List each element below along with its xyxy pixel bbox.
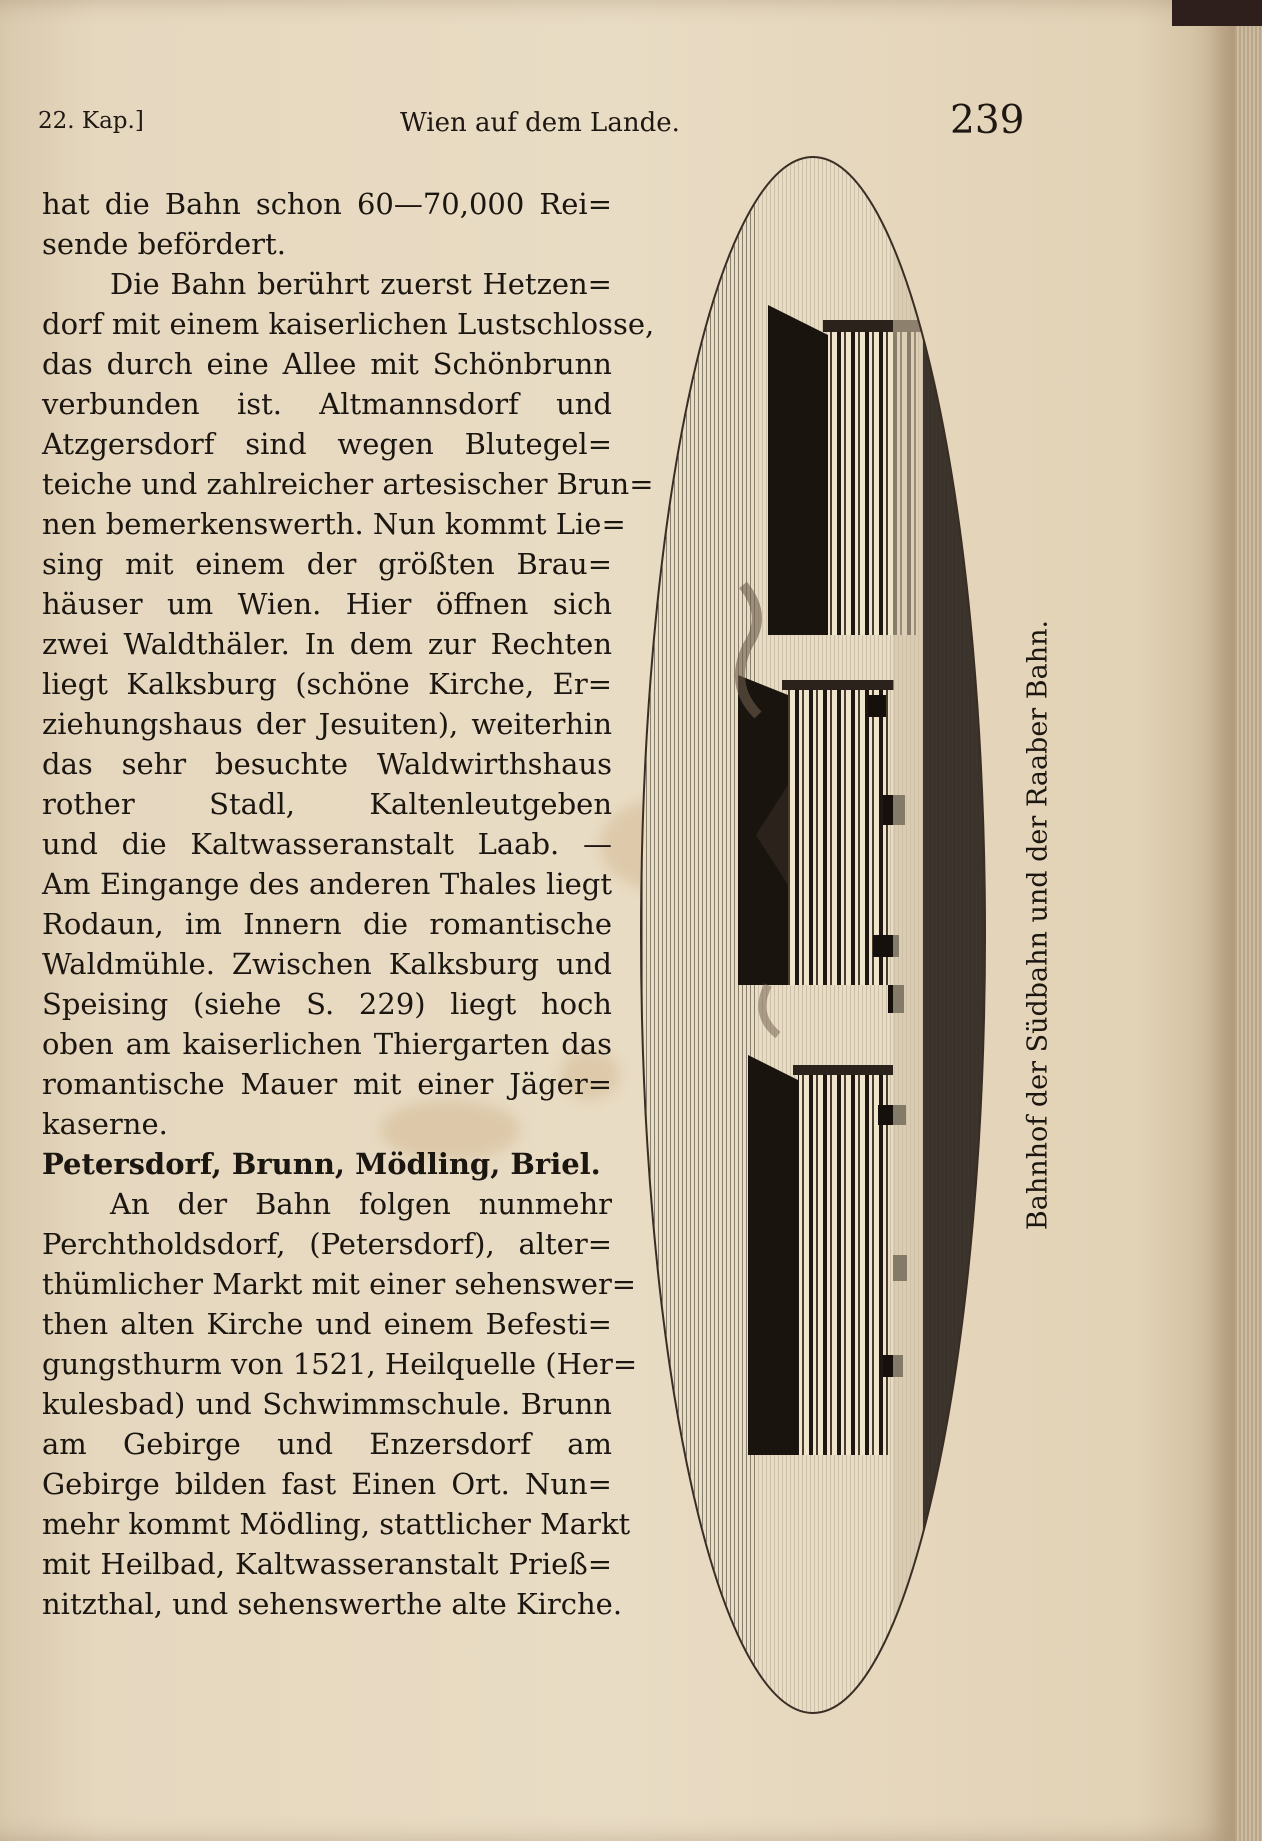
- text-line: am Gebirge und Enzersdorf am: [42, 1427, 612, 1461]
- text-line: rother Stadl, Kaltenleutgeben: [42, 787, 612, 821]
- text-line: häuser um Wien. Hier öffnen sich: [42, 587, 612, 621]
- text-line: Gebirge bilden fast Einen Ort. Nun=: [42, 1467, 612, 1501]
- engraving-illustration: [638, 155, 988, 1715]
- book-cover-corner: [1172, 0, 1262, 26]
- text-line: mehr kommt Mödling, stattlicher Markt: [42, 1507, 631, 1541]
- text-line: sende befördert.: [42, 227, 286, 261]
- text-line: das sehr besuchte Waldwirthshaus: [42, 747, 612, 781]
- text-line: Speising (siehe S. 229) liegt hoch: [42, 987, 612, 1021]
- text-line: An der Bahn folgen nunmehr: [110, 1187, 612, 1221]
- text-line: verbunden ist. Altmannsdorf und: [42, 387, 612, 421]
- text-line: hat die Bahn schon 60—70,000 Rei=: [42, 187, 612, 221]
- text-line: nitzthal, und sehenswerthe alte Kirche.: [42, 1587, 623, 1621]
- illustration-caption-box: [1018, 619, 1058, 1231]
- text-line: mit Heilbad, Kaltwasseranstalt Prieß=: [42, 1547, 612, 1581]
- text-line: oben am kaiserlichen Thiergarten das: [42, 1027, 612, 1061]
- chapter-label: 22. Kap.]: [38, 108, 144, 134]
- text-line: ziehungshaus der Jesuiten), weiterhin: [42, 707, 612, 741]
- text-line: Rodaun, im Innern die romantische: [42, 907, 612, 941]
- text-line: then alten Kirche und einem Befesti=: [42, 1307, 612, 1341]
- running-title: Wien auf dem Lande.: [400, 108, 680, 138]
- text-line: und die Kaltwasseranstalt Laab. —: [42, 827, 612, 861]
- text-line: kaserne.: [42, 1107, 168, 1141]
- text-line: teiche und zahlreicher artesischer Brun=: [42, 467, 654, 501]
- text-line: dorf mit einem kaiserlichen Lustschlosse,: [42, 307, 655, 341]
- text-line: Perchtholdsdorf, (Petersdorf), alter=: [42, 1227, 612, 1261]
- text-line: Am Eingange des anderen Thales liegt: [42, 867, 612, 901]
- text-line: thümlicher Markt mit einer sehenswer=: [42, 1267, 637, 1301]
- text-line: sing mit einem der größten Brau=: [42, 547, 612, 581]
- text-line: Atzgersdorf sind wegen Blutegel=: [42, 427, 612, 461]
- text-line: Die Bahn berührt zuerst Hetzen=: [110, 267, 612, 301]
- text-line: zwei Waldthäler. In dem zur Rechten: [42, 627, 612, 661]
- page-number: 239: [950, 98, 1025, 143]
- text-line: gungsthurm von 1521, Heilquelle (Her=: [42, 1347, 638, 1381]
- text-line: Waldmühle. Zwischen Kalksburg und: [42, 947, 612, 981]
- illustration-caption: Bahnhof der Südbahn und der Raaber Bahn.: [1022, 619, 1054, 1231]
- text-line: kulesbad) und Schwimmschule. Brunn: [42, 1387, 612, 1421]
- text-line: liegt Kalksburg (schöne Kirche, Er=: [42, 667, 612, 701]
- page-edge: [1235, 0, 1262, 1841]
- section-subheading: Petersdorf, Brunn, Mödling, Briel.: [42, 1147, 601, 1181]
- text-line: nen bemerkenswerth. Nun kommt Lie=: [42, 507, 626, 541]
- text-line: das durch eine Allee mit Schönbrunn: [42, 347, 612, 381]
- text-line: romantische Mauer mit einer Jäger=: [42, 1067, 612, 1101]
